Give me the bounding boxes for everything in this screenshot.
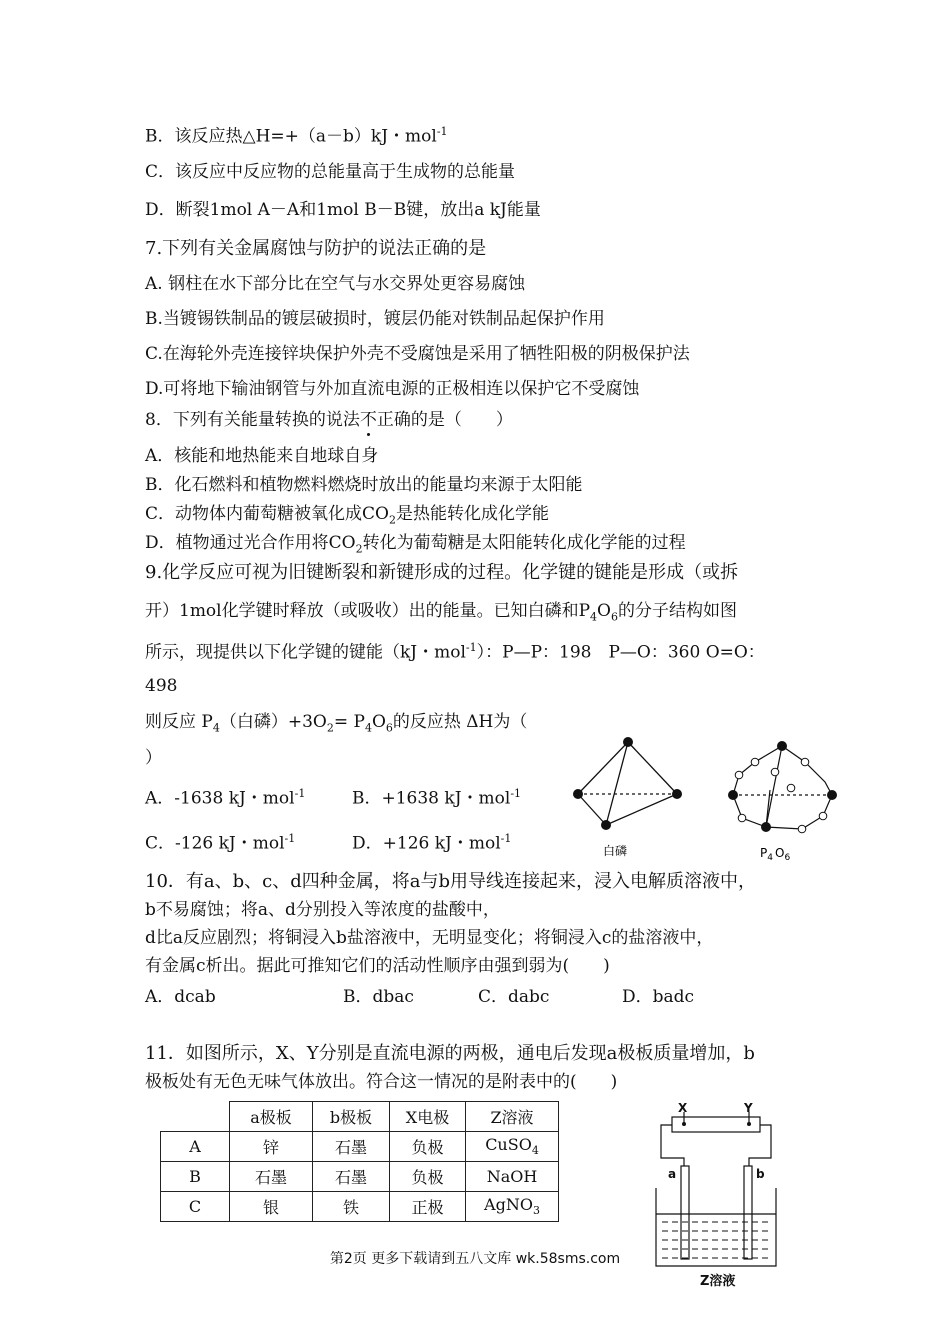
option-6d: D．断裂1mol A－A和1mol B－B键，放出a kJ能量 — [145, 200, 541, 220]
question-9-line4: 498 — [145, 676, 178, 696]
table-cell: 锌 — [230, 1132, 313, 1162]
option-7b: B.当镀锡铁制品的镀层破损时，镀层仍能对铁制品起保护作用 — [145, 309, 605, 329]
plate-b-label: b — [756, 1167, 765, 1181]
option-10a: A．dcab — [145, 987, 216, 1007]
question-7: 7.下列有关金属腐蚀与防护的说法正确的是 — [145, 238, 487, 259]
question-9-line6: ） — [145, 748, 162, 768]
question-11-line1: 11．如图所示，X、Y分别是直流电源的两极，通电后发现a极板质量增加，b — [145, 1043, 755, 1064]
table-cell: 石墨 — [230, 1162, 313, 1192]
question-10-line2: b不易腐蚀；将a、d分别投入等浓度的盐酸中， — [145, 900, 500, 920]
electrode-x-label: X — [678, 1101, 688, 1115]
table-cell: 石墨 — [313, 1162, 390, 1192]
electrode-y-label: Y — [744, 1101, 753, 1115]
table-cell: NaOH — [466, 1162, 559, 1192]
table-header-cell: a极板 — [230, 1102, 313, 1132]
table-cell: B — [161, 1162, 230, 1192]
option-10c: C．dabc — [478, 987, 550, 1007]
table-header-cell: X电极 — [390, 1102, 466, 1132]
white-phosphorus-label: 白磷 — [603, 844, 628, 858]
option-9b: B．+1638 kJ・mol$^{-1}$ — [352, 787, 522, 809]
option-6c: C．该反应中反应物的总能量高于生成物的总能量 — [145, 162, 516, 182]
option-7c: C.在海轮外壳连接锌块保护外壳不受腐蚀是采用了牺牲阳极的阴极保护法 — [145, 344, 690, 364]
table-row — [161, 1192, 559, 1222]
table-cell: 负极 — [390, 1162, 466, 1192]
option-10d: D．badc — [622, 987, 695, 1007]
option-7a: A. 钢柱在水下部分比在空气与水交界处更容易腐蚀 — [145, 274, 526, 294]
emphasis-not: 不 — [359, 410, 377, 430]
table-header-row — [161, 1102, 559, 1132]
option-9c: C．-126 kJ・mol$^{-1}$ — [145, 832, 296, 854]
table-cell: CuSO$_4$ — [466, 1132, 559, 1162]
question-10-line1: 10．有a、b、c、d四种金属，将a与b用导线连接起来，浸入电解质溶液中， — [145, 871, 757, 892]
question-9-line3: 所示，现提供以下化学键的键能（kJ・mol$^{-1}$）：P—P：198 P—O：360 O=O： — [145, 641, 765, 663]
table-cell: 银 — [230, 1192, 313, 1222]
option-7d: D.可将地下输油钢管与外加直流电源的正极相连以保护它不受腐蚀 — [145, 379, 640, 399]
white-phosphorus-diagram — [565, 730, 695, 865]
question-11-line2: 极板处有无色无味气体放出。符合这一情况的是附表中的( ) — [145, 1072, 618, 1092]
question-9-line1: 9.化学反应可视为旧键断裂和新键形成的过程。化学键的键能是形成（或拆 — [145, 562, 739, 583]
table-cell: 铁 — [313, 1192, 390, 1222]
z-solution-label: Z溶液 — [700, 1274, 736, 1289]
table-row — [161, 1162, 559, 1192]
option-9a: A．-1638 kJ・mol$^{-1}$ — [145, 787, 306, 809]
question-8: 8．下列有关能量转换的说法不正确的是（ ） — [145, 410, 513, 430]
option-10b: B．dbac — [343, 987, 414, 1007]
table-row — [161, 1132, 559, 1162]
table-cell: 负极 — [390, 1132, 466, 1162]
table-header-cell: b极板 — [313, 1102, 390, 1132]
plate-a-label: a — [668, 1167, 677, 1181]
table-header-cell — [161, 1102, 230, 1132]
option-6b: B．该反应热△H=+（a－b）kJ・mol$^{-1}$ — [145, 125, 448, 147]
option-9d: D．+126 kJ・mol$^{-1}$ — [352, 832, 512, 854]
table-cell: C — [161, 1192, 230, 1222]
page-footer: 第2页 更多下载请到五八文库 wk.58sms.com — [329, 1251, 621, 1267]
question-9-line2: 开）1mol化学键时释放（或吸收）出的能量。已知白磷和$P_4O_6$的分子结构如图 — [145, 601, 737, 624]
table-cell: A — [161, 1132, 230, 1162]
option-8d: D．植物通过光合作用将$CO_2$转化为葡萄糖是太阳能转化成化学能的过程 — [145, 533, 686, 556]
option-8a: A．核能和地热能来自地球自身 — [145, 446, 379, 466]
option-8c: C．动物体内葡萄糖被氧化成$CO_2$是热能转化成化学能 — [145, 504, 549, 527]
p4o6-diagram — [725, 730, 855, 865]
question-10-line3: d比a反应剧烈；将铜浸入b盐溶液中，无明显变化；将铜浸入c的盐溶液中， — [145, 928, 714, 948]
table-cell: 石墨 — [313, 1132, 390, 1162]
question-9-line5: 则反应 $P_4$（白磷）$+3O_2= P_4O_6$的反应热 ΔH为（ — [145, 712, 528, 735]
answer-table — [160, 1101, 559, 1222]
question-10-line4: 有金属c析出。据此可推知它们的活动性顺序由强到弱为( ) — [145, 956, 610, 976]
table-cell: AgNO$_3$ — [466, 1192, 559, 1222]
table-cell: 正极 — [390, 1192, 466, 1222]
option-8b: B．化石燃料和植物燃料燃烧时放出的能量均来源于太阳能 — [145, 475, 583, 495]
p4o6-label: $P_4$ $O_6$ — [760, 846, 791, 863]
table-header-cell: Z溶液 — [466, 1102, 559, 1132]
